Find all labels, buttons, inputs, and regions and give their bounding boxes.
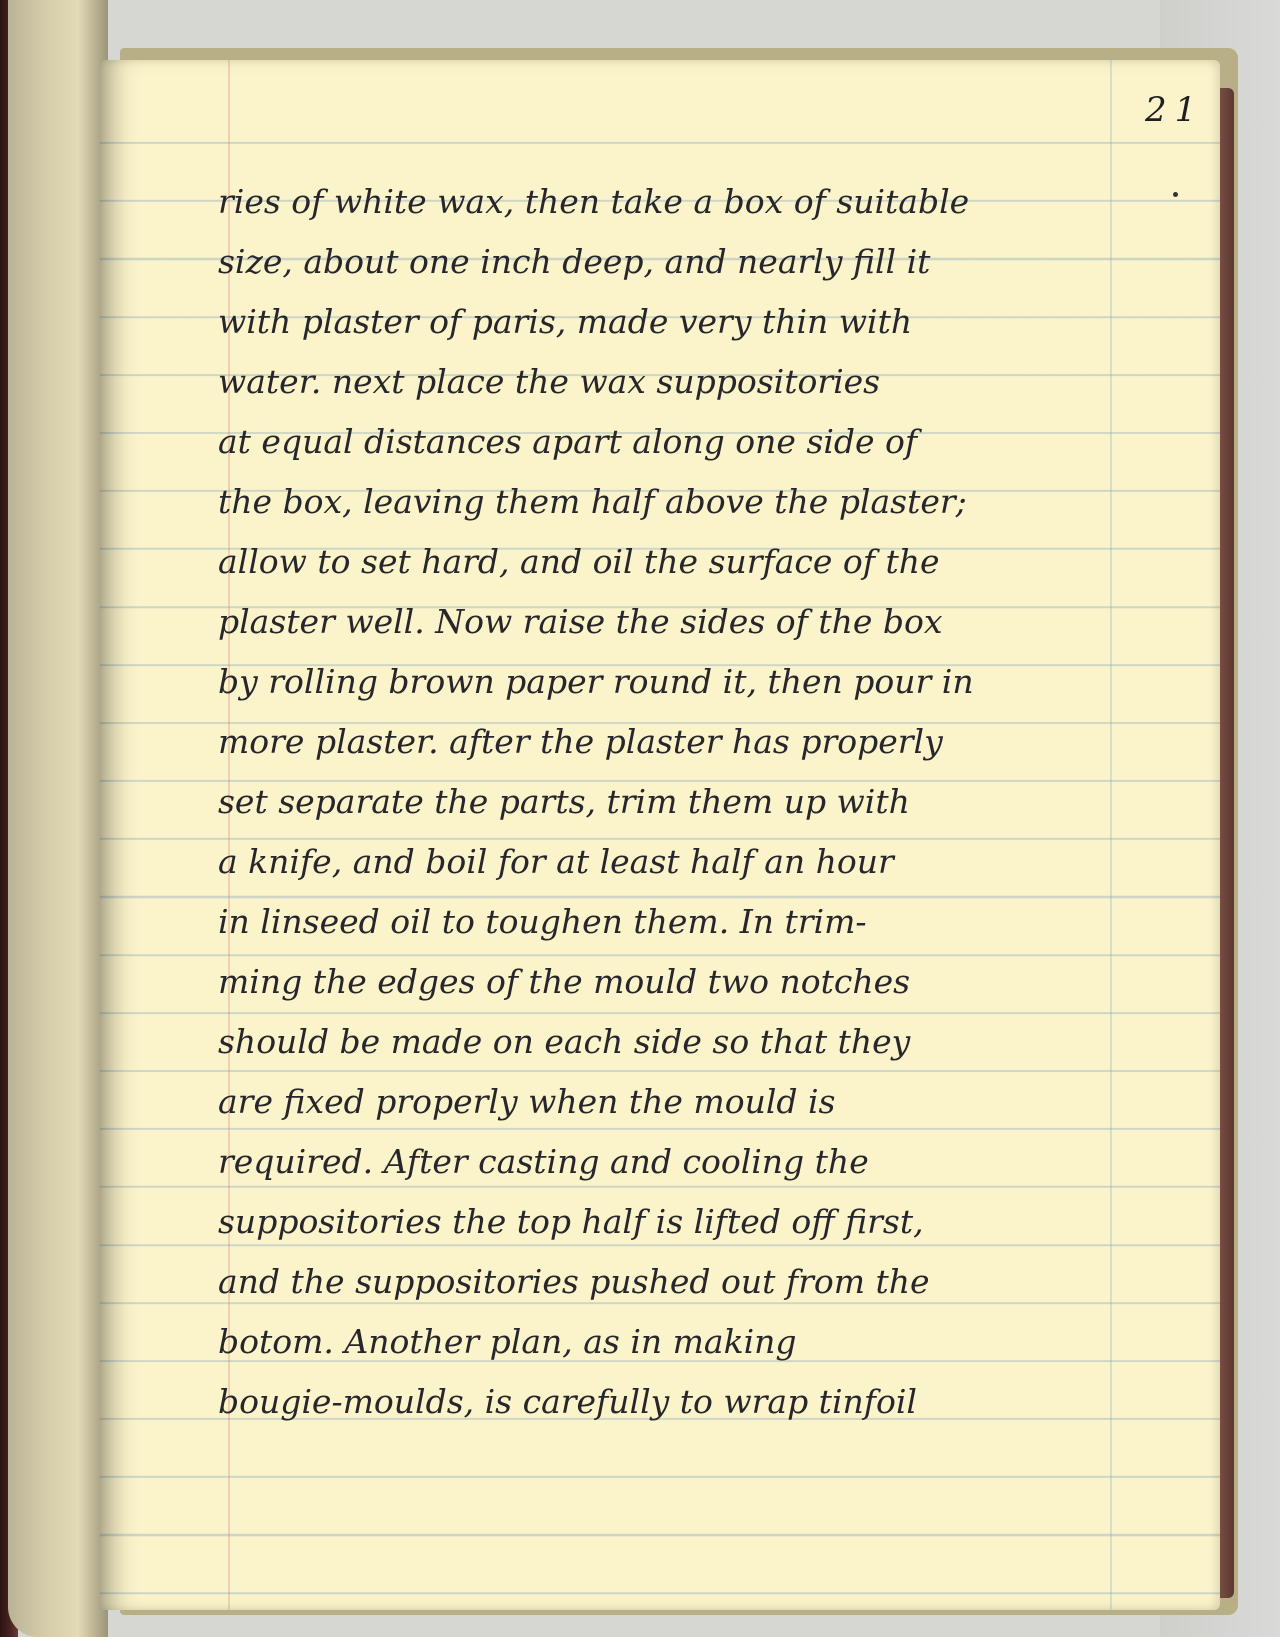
- text-line: set separate the parts, trim them up with: [218, 782, 910, 821]
- text-line: are fixed properly when the mould is: [218, 1082, 836, 1121]
- text-line: allow to set hard, and oil the surface of the: [218, 542, 940, 581]
- text-line: should be made on each side so that they: [218, 1022, 911, 1061]
- facing-page-curl: [8, 0, 108, 1637]
- text-line: ming the edges of the mould two notches: [218, 962, 911, 1001]
- text-line: with plaster of paris, made very thin with: [218, 302, 913, 341]
- text-line: ries of white wax, then take a box of suitable: [218, 182, 970, 221]
- text-line: size, about one inch deep, and nearly fill it: [218, 242, 931, 281]
- text-line: plaster well. Now raise the sides of the box: [218, 602, 943, 641]
- text-line: a knife, and boil for at least half an hour: [218, 842, 894, 881]
- text-line: suppositories the top half is lifted off first,: [218, 1202, 924, 1241]
- text-line: by rolling brown paper round it, then pour in: [218, 662, 974, 701]
- ink-dot: [1173, 192, 1178, 197]
- text-line: botom. Another plan, as in making: [218, 1322, 797, 1361]
- text-line: water. next place the wax suppositories: [218, 362, 881, 401]
- text-line: in linseed oil to toughen them. In trim-: [218, 902, 867, 941]
- text-line: and the suppositories pushed out from the: [218, 1262, 930, 1301]
- text-line: the box, leaving them half above the plaster;: [218, 482, 967, 521]
- page-number: 21: [1145, 90, 1205, 130]
- text-line: at equal distances apart along one side of: [218, 422, 918, 461]
- text-line: more plaster. after the plaster has properly: [218, 722, 943, 761]
- text-line: required. After casting and cooling the: [218, 1142, 869, 1181]
- handwritten-text: [218, 172, 1118, 1432]
- text-line: bougie-moulds, is carefully to wrap tinfoil: [218, 1382, 917, 1421]
- back-cover-edge: [1218, 88, 1234, 1598]
